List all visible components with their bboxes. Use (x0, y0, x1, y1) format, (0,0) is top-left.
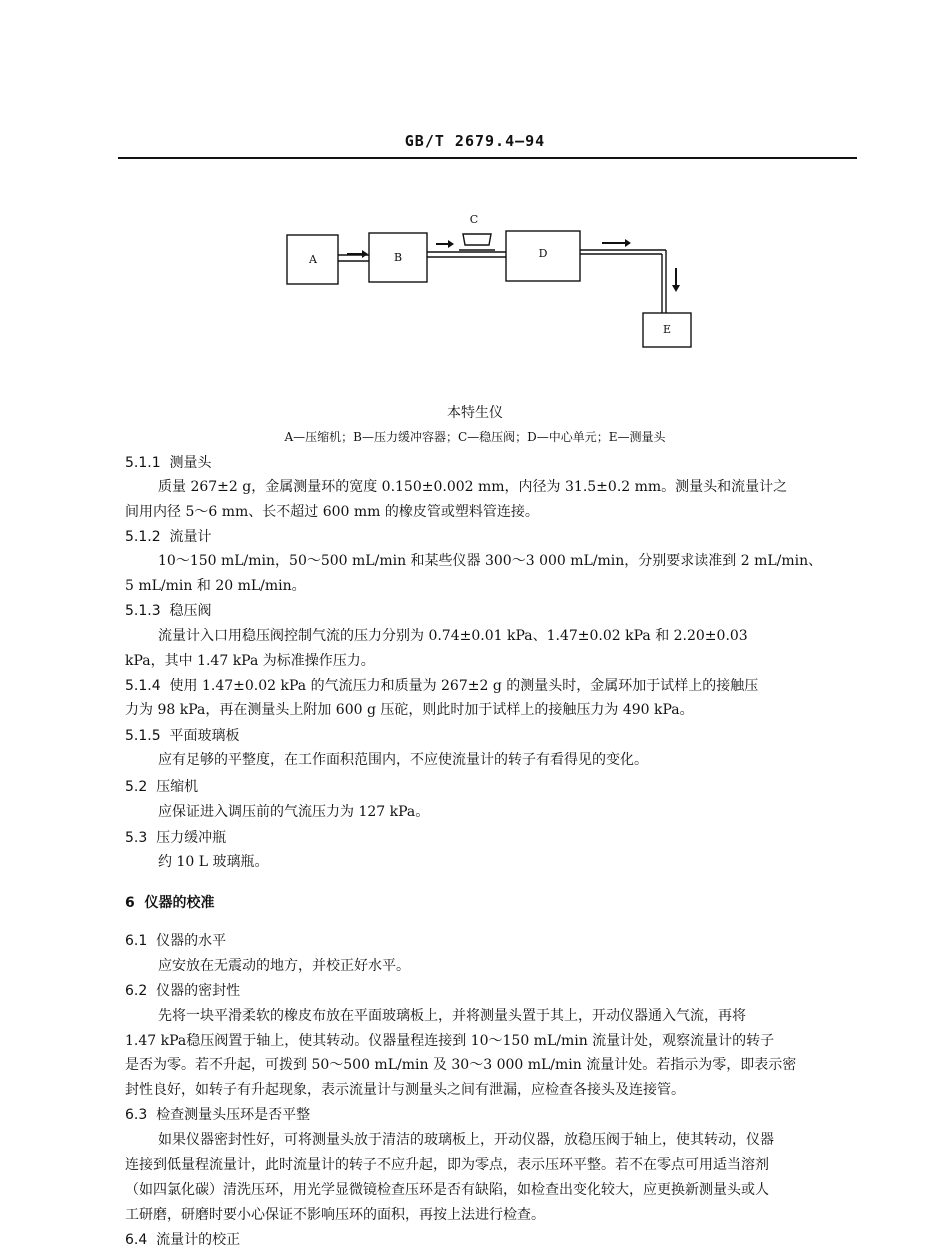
heading-5-1-3: 5.1.3 稳压阀 (125, 603, 212, 619)
heading-6-2: 6.2 仪器的密封性 (125, 983, 241, 999)
arrow-down (672, 268, 680, 292)
heading-5-1-1: 5.1.1 测量头 (125, 455, 212, 471)
standard-code: GB/T 2679.4—94 (404, 132, 546, 150)
valve-c (463, 234, 491, 245)
para-5-2-line1: 应保证进入调压前的气流压力为 127 kPa。 (158, 804, 430, 820)
para-6-2-line3: 是否为零。若不升起，可拨到 50～500 mL/min 及 30～3 000 mL/min 流量计处。若指示为零，即表示密 (125, 1057, 797, 1073)
label-a: A (309, 253, 317, 266)
para-5-1-4-line2: 力为 98 kPa，再在测量头上附加 600 g 压砣，则此时加于试样上的接触压力为 490 kPa。 (125, 702, 694, 718)
figure-title: 本特生仪 (447, 405, 503, 421)
label-c: C (469, 213, 479, 226)
para-5-1-3-line1: 流量计入口用稳压阀控制气流的压力分别为 0.74±0.01 kPa、1.47±0.02 kPa 和 2.20±0.03 (158, 628, 748, 644)
heading-5-1-5: 5.1.5 平面玻璃板 (125, 728, 240, 744)
para-6-1-line1: 应安放在无震动的地方，并校正好水平。 (158, 958, 410, 974)
para-6-2-line2: 1.47 kPa稳压阀置于轴上，使其转动。仪器量程连接到 10～150 mL/min 流量计处，观察流量计的转子 (125, 1033, 775, 1049)
para-5-1-1-line2: 间用内径 5～6 mm、长不超过 600 mm 的橡皮管或塑料管连接。 (125, 504, 539, 520)
para-6-2-line4: 封性良好，如转子有升起现象，表示流量计与测量头之间有泄漏，应检查各接头及连接管。 (125, 1082, 685, 1098)
para-6-3-line2: 连接到低量程流量计，此时流量计的转子不应升起，即为零点，表示压环平整。若不在零点可用适当溶剂 (125, 1157, 769, 1173)
para-5-1-5-line1: 应有足够的平整度，在工作面积范围内，不应使流量计的转子有看得见的变化。 (158, 752, 648, 768)
arrow-a-b (347, 250, 368, 258)
label-e: E (662, 323, 672, 336)
para-5-3-line1: 约 10 L 玻璃瓶。 (158, 854, 269, 870)
heading-5-1-2: 5.1.2 流量计 (125, 529, 212, 545)
para-5-1-3-line2: kPa，其中 1.47 kPa 为标准操作压力。 (125, 653, 375, 669)
para-6-3-line4: 工研磨，研磨时要小心保证不影响压环的面积，再按上法进行检查。 (125, 1207, 545, 1223)
para-5-1-1-line1: 质量 267±2 g，金属测量环的宽度 0.150±0.002 mm，内径为 31.5±0.2 mm。测量头和流量计之 (158, 479, 788, 495)
para-6-2-line1: 先将一块平滑柔软的橡皮布放在平面玻璃板上，并将测量头置于其上，开动仪器通入气流，再将 (158, 1008, 746, 1024)
arrow-b-d (436, 240, 454, 248)
label-d: D (538, 247, 548, 260)
heading-6: 6 仪器的校准 (125, 895, 215, 911)
figure-legend: A—压缩机；B—压力缓冲容器；C—稳压阀；D—中心单元；E—测量头 (284, 430, 666, 444)
heading-5-3: 5.3 压力缓冲瓶 (125, 830, 227, 846)
heading-6-4: 6.4 流量计的校正 (125, 1232, 241, 1248)
apparatus-diagram (0, 0, 950, 400)
para-5-1-2-line2: 5 mL/min 和 20 mL/min。 (125, 578, 306, 594)
para-5-1-2-line1: 10～150 mL/min，50～500 mL/min 和某些仪器 300～3 000 mL/min，分别要求读准到 2 mL/min、 (158, 553, 823, 569)
heading-6-1: 6.1 仪器的水平 (125, 933, 227, 949)
label-b: B (393, 251, 403, 264)
heading-6-3: 6.3 检查测量头压环是否平整 (125, 1107, 311, 1123)
para-6-3-line1: 如果仪器密封性好，可将测量头放于清洁的玻璃板上，开动仪器，放稳压阀于轴上，使其转动，仪器 (158, 1132, 774, 1148)
para-6-3-line3: （如四氯化碳）清洗压环，用光学显微镜检查压环是否有缺陷，如检查出变化较大，应更换新测量头或人 (125, 1182, 769, 1198)
para-5-1-4-line1: 5.1.4 使用 1.47±0.02 kPa 的气流压力和质量为 267±2 g 的测量头时，金属环加于试样上的接触压 (125, 678, 759, 694)
heading-5-2: 5.2 压缩机 (125, 779, 199, 795)
arrow-d-e (602, 239, 631, 247)
